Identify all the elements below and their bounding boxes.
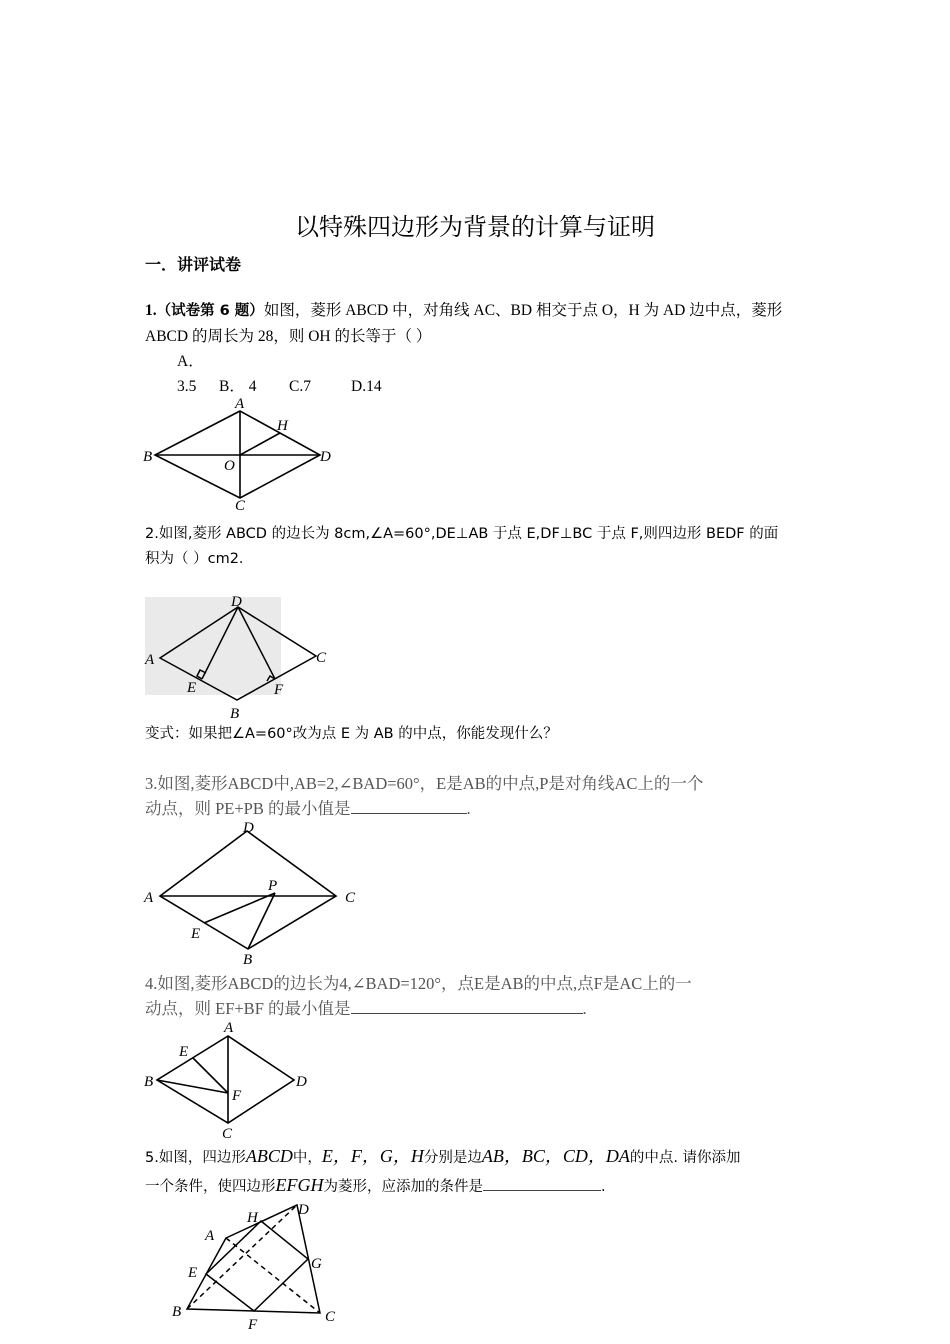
label-d: D	[243, 820, 254, 836]
question-4-text-1: 4.如图,菱形ABCD的边长为4,∠BAD=120°，点E是AB的中点,点F是AC上的一	[145, 974, 692, 993]
label-d: D	[320, 449, 331, 465]
figure-rhombus-q2	[140, 592, 340, 722]
label-o: O	[224, 458, 235, 474]
label-e: E	[187, 680, 197, 696]
label-d: D	[298, 1202, 309, 1218]
page-title: 以特殊四边形为背景的计算与证明	[295, 213, 655, 241]
question-5-text-5: 一个条件，使四边形	[145, 1179, 276, 1195]
label-c: C	[345, 890, 356, 906]
question-1-number: 1.	[145, 302, 157, 319]
question-1-line-1	[145, 298, 810, 324]
label-b: B	[172, 1304, 182, 1320]
question-5-text-3: 分别是边	[423, 1150, 482, 1166]
label-a: A	[235, 396, 245, 412]
question-3-text-1: 3.如图,菱形ABCD中,AB=2,∠BAD=60°，E是AB的中点,P是对角线AC上的一个	[145, 774, 704, 793]
section-heading: 一．讲评试卷	[145, 255, 242, 274]
question-5-text-2: 中，	[292, 1150, 322, 1166]
label-f: F	[274, 682, 284, 698]
question-5	[145, 1143, 810, 1201]
question-3-text-2: 动点，则 PE+PB 的最小值是	[145, 799, 351, 818]
option-d: D.14	[351, 378, 382, 395]
question-1-text-2: ABCD 的周长为 28，则 OH 的长等于（ ）	[145, 328, 432, 345]
option-b: B． 4	[219, 378, 257, 395]
label-f: F	[232, 1088, 242, 1104]
label-d: D	[296, 1074, 307, 1090]
figure-rhombus-q3	[140, 816, 370, 966]
question-4	[145, 971, 810, 1021]
figure-rhombus-q1	[140, 394, 340, 514]
question-1-options	[145, 349, 810, 399]
question-5-period: .	[601, 1179, 606, 1195]
label-e: E	[188, 1265, 198, 1281]
answer-blank-q4[interactable]	[351, 1012, 583, 1014]
option-a: A． 3.5	[177, 353, 204, 395]
answer-blank-q3[interactable]	[351, 812, 467, 814]
question-1-text-1: 如图，菱形 ABCD 中，对角线 AC、BD 相交于点 O，H 为 AD 边中点，菱形	[263, 302, 783, 319]
label-p: P	[268, 878, 278, 894]
label-h: H	[247, 1210, 258, 1226]
math-efgh-points: E，F，G，H	[321, 1146, 424, 1166]
label-a: A	[205, 1228, 215, 1244]
answer-blank-q5[interactable]	[483, 1189, 601, 1191]
question-5-text-6: 为菱形，应添加的条件是	[323, 1179, 483, 1195]
label-e: E	[191, 926, 201, 942]
label-g: G	[311, 1256, 322, 1272]
label-d: D	[231, 594, 242, 610]
question-5-line-1	[145, 1143, 810, 1172]
label-b: B	[243, 952, 253, 966]
label-a: A	[145, 652, 155, 668]
label-b: B	[230, 706, 240, 722]
label-a: A	[224, 1020, 234, 1036]
label-e: E	[179, 1044, 189, 1060]
figure-quadrilateral-q5	[160, 1196, 360, 1344]
math-efgh: EFGH	[275, 1175, 324, 1195]
label-c: C	[222, 1126, 233, 1142]
math-sides: AB，BC，CD，DA	[481, 1146, 630, 1166]
label-c: C	[235, 498, 246, 514]
label-f: F	[248, 1317, 258, 1333]
question-3	[145, 771, 810, 821]
question-2	[145, 522, 810, 572]
label-b: B	[144, 1074, 154, 1090]
math-abcd: ABCD	[245, 1146, 293, 1166]
question-2-variant: 变式：如果把∠A=60°改为点 E 为 AB 的中点，你能发现什么？	[145, 726, 558, 742]
label-a: A	[144, 890, 154, 906]
question-2-text-2: 积为（ ）cm2．	[145, 551, 254, 567]
option-c: C.7	[289, 378, 311, 395]
figure-rhombus-q4	[140, 1016, 330, 1144]
label-h: H	[277, 418, 288, 434]
question-4-text-2: 动点，则 EF+BF 的最小值是	[145, 999, 351, 1018]
label-c: C	[316, 650, 327, 666]
question-5-text-4: 的中点. 请你添加	[629, 1150, 741, 1166]
question-3-period: .	[466, 799, 471, 818]
label-b: B	[143, 449, 153, 465]
question-1-tag: （试卷第 6 题）	[156, 303, 264, 319]
question-2-text-1: 2.如图,菱形 ABCD 的边长为 8cm,∠A=60°,DE⊥AB 于点 E,DF⊥BC 于点 F,则四边形 BEDF 的面	[145, 526, 779, 542]
question-1	[145, 298, 810, 399]
label-c: C	[325, 1309, 336, 1325]
question-5-text-1: 5.如图，四边形	[145, 1150, 246, 1166]
question-4-period: .	[582, 999, 587, 1018]
